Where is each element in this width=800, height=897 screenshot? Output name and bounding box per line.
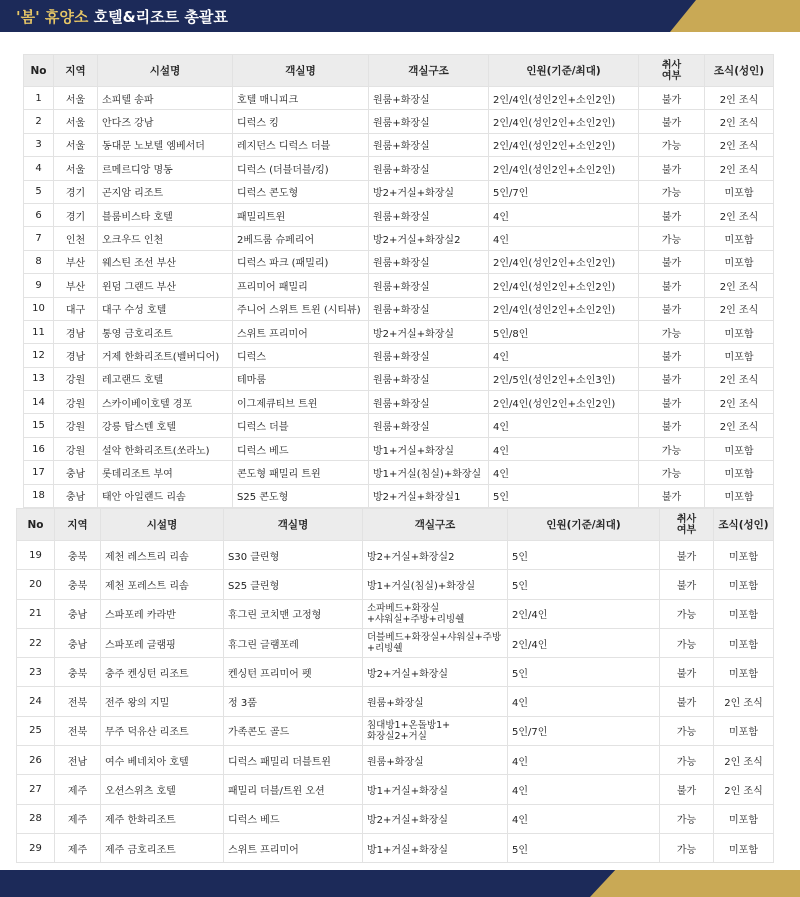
hotel-table-2 [16,508,774,863]
cell-facility: 스카이베이호텔 경포 [98,391,233,414]
cell-room: 레지던스 디럭스 더블 [233,133,369,156]
cell-no: 6 [24,203,54,226]
cell-facility: 안다즈 강남 [98,110,233,133]
cell-facility: 제천 포레스트 리솜 [101,570,224,599]
header-cooking-line1: 취사 [676,513,697,525]
cell-facility: 통영 금호리조트 [98,320,233,343]
cell-breakfast: 미포함 [714,599,774,628]
header-breakfast: 조식(성인) [705,55,774,87]
cell-structure: 원룸+화장실 [363,687,508,716]
cell-room: 디럭스 [233,344,369,367]
cell-breakfast: 미포함 [705,227,774,250]
cell-cooking: 불가 [660,775,714,804]
table-row [24,227,774,250]
cell-breakfast: 2인 조식 [705,414,774,437]
header-cooking-line1: 취사 [661,59,682,71]
cell-capacity: 5인/7인 [489,180,639,203]
cell-breakfast: 미포함 [705,437,774,460]
cell-capacity: 2인/4인 [508,628,660,657]
cell-facility: 대구 수성 호텔 [98,297,233,320]
cell-no: 19 [17,541,55,570]
table-row [24,484,774,507]
cell-breakfast: 미포함 [714,628,774,657]
cell-region: 서울 [54,110,98,133]
cell-region: 충남 [55,628,101,657]
table-row [17,658,774,687]
cell-capacity: 2인/4인(성인2인+소인2인) [489,87,639,110]
cell-structure: 방1+거실+화장실 [363,775,508,804]
cell-structure: 방1+거실+화장실 [363,833,508,862]
page-title [16,6,228,27]
cell-facility: 태안 아일랜드 리솜 [98,484,233,507]
cell-room: 호텔 매니피크 [233,87,369,110]
cell-room: 프리미어 패밀리 [233,274,369,297]
cell-region: 부산 [54,274,98,297]
cell-breakfast: 2인 조식 [705,157,774,180]
cell-structure: 원룸+화장실 [369,391,489,414]
cell-cooking: 불가 [660,570,714,599]
cell-room: S30 클린형 [224,541,363,570]
cell-room: 디럭스 베드 [233,437,369,460]
cell-capacity: 5인 [508,833,660,862]
cell-room: S25 콘도형 [233,484,369,507]
cell-facility: 롯데리조트 부여 [98,461,233,484]
cell-structure: 원룸+화장실 [369,133,489,156]
cell-structure: 원룸+화장실 [369,87,489,110]
header-structure: 객실구조 [363,509,508,541]
cell-cooking: 가능 [660,599,714,628]
cell-capacity: 5인 [508,658,660,687]
cell-cooking: 불가 [639,344,705,367]
cell-facility: 강릉 탑스텐 호텔 [98,414,233,437]
table-row [17,775,774,804]
cell-no: 16 [24,437,54,460]
cell-region: 인천 [54,227,98,250]
cell-facility: 무주 덕유산 리조트 [101,716,224,745]
table-row [24,133,774,156]
cell-room: 2베드룸 슈페리어 [233,227,369,250]
table-row [24,110,774,133]
cell-region: 제주 [55,833,101,862]
cell-room: 주니어 스위트 트윈 (시티뷰) [233,297,369,320]
cell-room: 가족콘도 골드 [224,716,363,745]
cell-cooking: 가능 [660,628,714,657]
cell-no: 20 [17,570,55,599]
table-row [17,746,774,775]
cell-room: 휴그린 코치맨 고정형 [224,599,363,628]
cell-cooking: 불가 [639,274,705,297]
header-facility: 시설명 [101,509,224,541]
cell-facility: 스파포레 카라반 [101,599,224,628]
cell-breakfast: 2인 조식 [705,133,774,156]
cell-capacity: 5인 [489,484,639,507]
cell-breakfast: 2인 조식 [705,110,774,133]
cell-structure: 소파베드+화장실 +샤워실+주방+리빙쉘 [363,599,508,628]
cell-structure: 방2+거실+화장실2 [369,227,489,250]
cell-no: 13 [24,367,54,390]
table-row [24,297,774,320]
cell-capacity: 4인 [489,203,639,226]
cell-room: 이그제큐티브 트윈 [233,391,369,414]
cell-cooking: 불가 [639,484,705,507]
cell-region: 강원 [54,391,98,414]
table-row [24,344,774,367]
cell-structure: 원룸+화장실 [369,367,489,390]
table-row [17,541,774,570]
header-structure: 객실구조 [369,55,489,87]
cell-no: 17 [24,461,54,484]
cell-region: 부산 [54,250,98,273]
header-cooking-line2: 여부 [661,70,682,82]
cell-no: 23 [17,658,55,687]
cell-facility: 여수 베네치아 호텔 [101,746,224,775]
cell-facility: 오크우드 인천 [98,227,233,250]
cell-cooking: 불가 [639,414,705,437]
table-row [24,414,774,437]
table-row [24,157,774,180]
cell-region: 경기 [54,203,98,226]
cell-structure: 방2+거실+화장실 [369,320,489,343]
cell-breakfast: 미포함 [714,570,774,599]
cell-facility: 동대문 노보텔 엠베서더 [98,133,233,156]
cell-no: 21 [17,599,55,628]
table-row [24,274,774,297]
cell-capacity: 5인/8인 [489,320,639,343]
cell-no: 29 [17,833,55,862]
table-row [24,461,774,484]
header-region: 지역 [54,55,98,87]
cell-cooking: 불가 [639,367,705,390]
cell-room: 스위트 프리미어 [233,320,369,343]
header-no: No [24,55,54,87]
cell-structure: 침대방1+온돌방1+ 화장실2+거실 [363,716,508,745]
cell-capacity: 2인/4인(성인2인+소인2인) [489,274,639,297]
cell-capacity: 4인 [489,461,639,484]
table-row [24,437,774,460]
cell-breakfast: 미포함 [705,461,774,484]
cell-capacity: 4인 [489,437,639,460]
table-row [17,716,774,745]
cell-capacity: 2인/4인(성인2인+소인2인) [489,297,639,320]
cell-region: 강원 [54,437,98,460]
cell-capacity: 4인 [489,414,639,437]
table-row [24,367,774,390]
header-capacity: 인원(기준/최대) [489,55,639,87]
cell-breakfast: 미포함 [705,250,774,273]
cell-capacity: 2인/4인 [508,599,660,628]
cell-structure: 원룸+화장실 [363,746,508,775]
cell-no: 3 [24,133,54,156]
cell-facility: 제주 한화리조트 [101,804,224,833]
cell-capacity: 4인 [508,804,660,833]
cell-structure: 원룸+화장실 [369,274,489,297]
cell-region: 전남 [55,746,101,775]
cell-room: 정 3품 [224,687,363,716]
cell-cooking: 불가 [660,541,714,570]
table-body-2 [17,541,774,863]
cell-region: 충북 [55,541,101,570]
header-cooking [639,55,705,87]
cell-facility: 오션스위츠 호텔 [101,775,224,804]
cell-region: 충남 [54,484,98,507]
header-cooking [660,509,714,541]
cell-capacity: 2인/4인(성인2인+소인2인) [489,110,639,133]
cell-region: 대구 [54,297,98,320]
cell-capacity: 2인/4인(성인2인+소인2인) [489,133,639,156]
cell-region: 강원 [54,414,98,437]
cell-no: 18 [24,484,54,507]
cell-no: 11 [24,320,54,343]
cell-no: 2 [24,110,54,133]
cell-no: 25 [17,716,55,745]
header-room: 객실명 [233,55,369,87]
cell-breakfast: 미포함 [714,716,774,745]
cell-cooking: 가능 [639,461,705,484]
table-row [24,391,774,414]
cell-structure: 방2+거실+화장실1 [369,484,489,507]
cell-breakfast: 미포함 [714,833,774,862]
cell-no: 10 [24,297,54,320]
cell-breakfast: 2인 조식 [705,87,774,110]
cell-breakfast: 미포함 [705,180,774,203]
footer-bar [0,870,800,897]
cell-cooking: 불가 [639,110,705,133]
cell-room: 스위트 프리미어 [224,833,363,862]
cell-no: 7 [24,227,54,250]
cell-region: 제주 [55,804,101,833]
cell-capacity: 4인 [489,344,639,367]
cell-structure: 방2+거실+화장실 [363,658,508,687]
header-region: 지역 [55,509,101,541]
cell-structure: 방1+거실(침실)+화장실 [369,461,489,484]
cell-capacity: 2인/4인(성인2인+소인2인) [489,157,639,180]
header-facility: 시설명 [98,55,233,87]
cell-cooking: 가능 [639,133,705,156]
cell-structure: 원룸+화장실 [369,110,489,133]
cell-room: 테마룸 [233,367,369,390]
table-row [24,180,774,203]
cell-no: 8 [24,250,54,273]
cell-structure: 방1+거실+화장실 [369,437,489,460]
cell-region: 전북 [55,687,101,716]
cell-structure: 원룸+화장실 [369,297,489,320]
cell-region: 경남 [54,344,98,367]
page-title-brand: '봄' 휴양소 [16,8,89,26]
cell-breakfast: 2인 조식 [705,391,774,414]
cell-no: 14 [24,391,54,414]
cell-capacity: 2인/4인(성인2인+소인2인) [489,250,639,273]
cell-region: 서울 [54,157,98,180]
cell-breakfast: 미포함 [714,658,774,687]
cell-room: S25 클린형 [224,570,363,599]
cell-region: 제주 [55,775,101,804]
cell-room: 디럭스 베드 [224,804,363,833]
table-row [17,570,774,599]
cell-cooking: 가능 [660,746,714,775]
table-row [17,804,774,833]
cell-capacity: 5인 [508,541,660,570]
cell-facility: 거제 한화리조트(벨버디어) [98,344,233,367]
cell-structure: 원룸+화장실 [369,250,489,273]
cell-room: 패밀리 더블/트윈 오션 [224,775,363,804]
cell-cooking: 불가 [639,203,705,226]
cell-cooking: 가능 [660,833,714,862]
cell-cooking: 불가 [639,157,705,180]
cell-region: 충남 [54,461,98,484]
cell-facility: 레고랜드 호텔 [98,367,233,390]
cell-facility: 윈덤 그랜드 부산 [98,274,233,297]
table-body-1 [24,87,774,508]
cell-no: 12 [24,344,54,367]
cell-cooking: 불가 [639,297,705,320]
title-bar [0,0,800,32]
cell-facility: 소피텔 송파 [98,87,233,110]
cell-breakfast: 2인 조식 [714,775,774,804]
cell-cooking: 불가 [639,87,705,110]
cell-no: 1 [24,87,54,110]
cell-breakfast: 미포함 [714,804,774,833]
cell-capacity: 4인 [508,775,660,804]
cell-structure: 원룸+화장실 [369,344,489,367]
cell-region: 충북 [55,658,101,687]
cell-room: 콘도형 패밀리 트윈 [233,461,369,484]
cell-breakfast: 미포함 [714,541,774,570]
cell-cooking: 불가 [660,658,714,687]
cell-capacity: 5인/7인 [508,716,660,745]
table-row [24,250,774,273]
cell-room: 디럭스 더블 [233,414,369,437]
cell-region: 경남 [54,320,98,343]
cell-capacity: 2인/4인(성인2인+소인2인) [489,391,639,414]
cell-room: 디럭스 파크 (패밀리) [233,250,369,273]
cell-structure: 원룸+화장실 [369,414,489,437]
cell-cooking: 불가 [639,391,705,414]
hotel-table-1 [23,54,774,508]
cell-facility: 제주 금호리조트 [101,833,224,862]
cell-facility: 전주 왕의 지밀 [101,687,224,716]
header-no: No [17,509,55,541]
cell-cooking: 가능 [660,804,714,833]
cell-cooking: 불가 [639,250,705,273]
cell-cooking: 불가 [660,687,714,716]
cell-region: 전북 [55,716,101,745]
cell-structure: 더블베드+화장실+샤워실+주방 +리빙쉘 [363,628,508,657]
cell-room: 휴그린 글램포레 [224,628,363,657]
cell-structure: 방2+거실+화장실 [369,180,489,203]
header-room: 객실명 [224,509,363,541]
cell-facility: 웨스틴 조선 부산 [98,250,233,273]
table-row [17,687,774,716]
cell-breakfast: 2인 조식 [705,203,774,226]
cell-no: 4 [24,157,54,180]
cell-room: 디럭스 콘도형 [233,180,369,203]
cell-structure: 방1+거실(침실)+화장실 [363,570,508,599]
cell-cooking: 가능 [639,437,705,460]
header-breakfast: 조식(성인) [714,509,774,541]
cell-breakfast: 2인 조식 [705,367,774,390]
cell-breakfast: 2인 조식 [705,274,774,297]
cell-structure: 원룸+화장실 [369,203,489,226]
page-title-rest: 호텔&리조트 총괄표 [88,8,228,26]
cell-capacity: 4인 [508,746,660,775]
cell-structure: 원룸+화장실 [369,157,489,180]
table-row [17,599,774,628]
cell-no: 24 [17,687,55,716]
table-row [17,833,774,862]
cell-no: 5 [24,180,54,203]
cell-region: 경기 [54,180,98,203]
cell-room: 디럭스 킹 [233,110,369,133]
cell-capacity: 4인 [489,227,639,250]
cell-facility: 충주 켄싱턴 리조트 [101,658,224,687]
cell-cooking: 가능 [639,227,705,250]
cell-facility: 스파포레 글램핑 [101,628,224,657]
cell-breakfast: 2인 조식 [714,687,774,716]
header-cooking-line2: 여부 [676,524,697,536]
footer-gold-band [590,870,800,897]
cell-no: 9 [24,274,54,297]
cell-room: 디럭스 패밀리 더블트윈 [224,746,363,775]
cell-no: 27 [17,775,55,804]
cell-region: 충남 [55,599,101,628]
cell-no: 26 [17,746,55,775]
cell-breakfast: 미포함 [705,484,774,507]
cell-room: 켄싱턴 프리미어 펫 [224,658,363,687]
cell-facility: 제천 레스트리 리솜 [101,541,224,570]
cell-breakfast: 미포함 [705,320,774,343]
table-header-row [24,55,774,87]
cell-no: 15 [24,414,54,437]
table-row [24,87,774,110]
cell-facility: 곤지암 리조트 [98,180,233,203]
cell-no: 22 [17,628,55,657]
cell-breakfast: 2인 조식 [705,297,774,320]
cell-region: 서울 [54,133,98,156]
cell-cooking: 가능 [660,716,714,745]
table-header-row [17,509,774,541]
cell-region: 강원 [54,367,98,390]
cell-structure: 방2+거실+화장실 [363,804,508,833]
table-row [24,203,774,226]
cell-region: 충북 [55,570,101,599]
cell-capacity: 4인 [508,687,660,716]
cell-facility: 르메르디앙 명동 [98,157,233,180]
cell-structure: 방2+거실+화장실2 [363,541,508,570]
cell-capacity: 5인 [508,570,660,599]
cell-no: 28 [17,804,55,833]
cell-facility: 설악 한화리조트(쏘라노) [98,437,233,460]
header-capacity: 인원(기준/최대) [508,509,660,541]
table-row [17,628,774,657]
cell-room: 디럭스 (더블더블/킹) [233,157,369,180]
cell-breakfast: 미포함 [705,344,774,367]
cell-breakfast: 2인 조식 [714,746,774,775]
cell-room: 패밀리트윈 [233,203,369,226]
cell-region: 서울 [54,87,98,110]
cell-cooking: 가능 [639,320,705,343]
cell-capacity: 2인/5인(성인2인+소인3인) [489,367,639,390]
cell-facility: 블룸비스타 호텔 [98,203,233,226]
footer-navy-band [0,870,620,897]
table-row [24,320,774,343]
cell-cooking: 가능 [639,180,705,203]
